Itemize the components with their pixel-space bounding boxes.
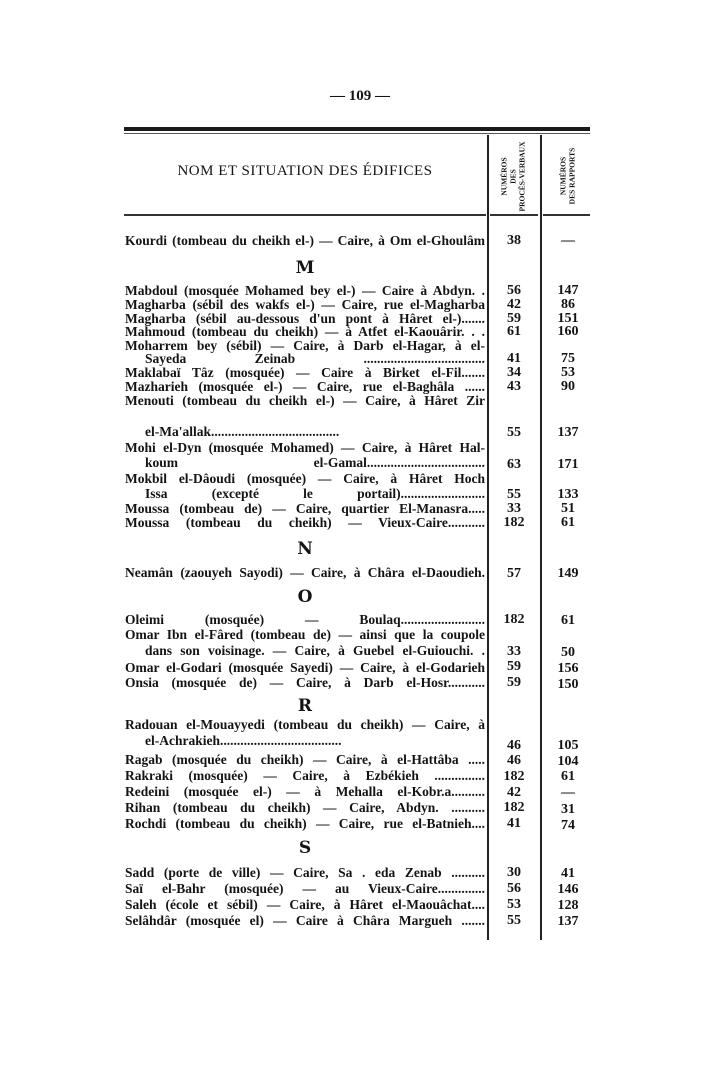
- rapport-number: —: [561, 233, 575, 248]
- entry-line: Sadd (porte de ville) — Caire, Sa . eda Zenab ..........: [125, 865, 485, 880]
- pv-number: 38: [507, 233, 521, 248]
- pv-number: 55: [507, 487, 521, 502]
- header-rule: [543, 214, 590, 216]
- pv-number: 57: [507, 566, 521, 581]
- section-letter-o: O: [297, 587, 313, 607]
- rapport-number: 147: [557, 283, 579, 298]
- rapport-number: 90: [561, 379, 575, 394]
- rapport-number: 156: [557, 661, 579, 676]
- pv-number: 56: [507, 283, 521, 298]
- pv-number: 182: [503, 769, 525, 784]
- entry-line: Omar Ibn el-Fâred (tombeau de) — ainsi que la coupole: [125, 627, 485, 642]
- column-header-rapports: [543, 140, 591, 212]
- entry-line: Onsia (mosquée de) — Caire, à Darb el-Hosr...........: [125, 675, 485, 690]
- rapport-number: 105: [557, 738, 579, 753]
- entry-line: Redeini (mosquée el-) — à Mehalla el-Kobr.a..........: [125, 784, 485, 799]
- pv-number: 56: [507, 881, 521, 896]
- section-letter-n: N: [297, 539, 313, 559]
- rapport-number: 75: [561, 351, 575, 366]
- pv-number: 59: [507, 659, 521, 674]
- pv-number: 61: [507, 324, 521, 339]
- header-line: DES RAPPORTS: [567, 147, 576, 205]
- header-line: NUMÉROS: [558, 156, 567, 196]
- entry-line: Ragab (mosquée du cheikh) — Caire, à el-Hattâba .....: [125, 752, 485, 767]
- pv-number: 33: [507, 644, 521, 659]
- column-header-proces-verbaux: [489, 140, 537, 212]
- rapport-number: 61: [561, 769, 575, 784]
- entry-line: Kourdi (tombeau du cheikh el-) — Caire, à Om el-Ghoulâm: [125, 233, 485, 248]
- column-divider: [540, 135, 542, 940]
- pv-number: 53: [507, 897, 521, 912]
- rapport-number: 146: [557, 882, 579, 897]
- entry-line: Oleimi (mosquée) — Boulaq.........................: [125, 612, 485, 627]
- entry-line: Mahmoud (tombeau du cheikh) — à Atfet el-Kaouârir. . .: [125, 324, 485, 339]
- pv-number: 55: [507, 425, 521, 440]
- entry-line: el-Achrakieh....................................: [145, 733, 342, 748]
- rapport-number: 171: [557, 457, 579, 472]
- rapport-number: 61: [561, 613, 575, 628]
- header-rule: [124, 214, 486, 216]
- pv-number: 41: [507, 351, 521, 366]
- entry-line: Maklabaï Tâz (mosquée) — Caire à Birket el-Fil.......: [125, 365, 485, 380]
- pv-number: 182: [503, 515, 525, 530]
- header-line: PROCÈS-VERBAUX: [517, 140, 527, 212]
- pv-number: 41: [507, 816, 521, 831]
- section-letter-r: R: [297, 696, 313, 716]
- rapport-number: 128: [557, 898, 579, 913]
- rapport-number: 74: [561, 818, 575, 833]
- entry-line: Radouan el-Mouayyedi (tombeau du cheikh) — Caire, à: [125, 717, 485, 732]
- pv-number: 55: [507, 913, 521, 928]
- entry-line: Omar el-Godari (mosquée Sayedi) — Caire, à el-Godarieh: [125, 660, 485, 675]
- rapport-number: 31: [561, 802, 575, 817]
- rapport-number: 50: [561, 645, 575, 660]
- entry-line: dans son voisinage. — Caire, à Guebel el-Guiouchi. .: [145, 643, 485, 658]
- pv-number: 46: [507, 753, 521, 768]
- entry-line: Magharba (sébil des wakfs el-) — Caire, rue el-Magharba: [125, 297, 485, 312]
- entry-line: Mokbil el-Dâoudi (mosquée) — Caire, à Hâret Hoch: [125, 471, 485, 486]
- section-letter-s: S: [298, 838, 312, 858]
- rapport-number: —: [561, 785, 575, 800]
- entry-line: koum el-Gamal...................................: [145, 455, 485, 470]
- pv-number: 42: [507, 297, 521, 312]
- rapport-number: 86: [561, 297, 575, 312]
- rapport-number: 137: [557, 914, 579, 929]
- entry-line: Moharrem bey (sébil) — Caire, à Darb el-Hagar, à el-: [125, 338, 485, 353]
- pv-number: 33: [507, 501, 521, 516]
- rapport-number: 104: [557, 754, 579, 769]
- entry-line: Mohi el-Dyn (mosquée Mohamed) — Caire, à Hâret Hal-: [125, 440, 485, 455]
- entry-line: Saleh (école et sébil) — Caire, à Hâret el-Maouâchat....: [125, 897, 485, 912]
- header-rule: [490, 214, 538, 216]
- entry-line: Issa (excepté le portail).........................: [145, 486, 485, 501]
- entry-line: Moussa (tombeau de) — Caire, quartier El-Manasra.....: [125, 501, 485, 516]
- column-header-name: NOM ET SITUATION DES ÉDIFICES: [177, 163, 433, 179]
- pv-number: 59: [507, 675, 521, 690]
- top-rule: [124, 127, 590, 131]
- entry-line: Rochdi (tombeau du cheikh) — Caire, rue el-Batnieh....: [125, 816, 485, 831]
- entry-line: Rihan (tombeau du cheikh) — Caire, Abdyn. ..........: [125, 800, 485, 815]
- entry-line: Saï el-Bahr (mosquée) — au Vieux-Caire..............: [125, 881, 485, 896]
- rapport-number: 150: [557, 677, 579, 692]
- pv-number: 63: [507, 457, 521, 472]
- entry-line: Mabdoul (mosquée Mohamed bey el-) — Caire à Abdyn. .: [125, 283, 485, 298]
- rapport-number: 41: [561, 866, 575, 881]
- entry-line: Sayeda Zeinab ....................................: [145, 351, 485, 366]
- entry-line: Magharba (sébil au-dessous d'un pont à Hâret el-).......: [125, 311, 485, 326]
- header-line: DES: [508, 168, 518, 184]
- entry-line: Neamân (zaouyeh Sayodi) — Caire, à Châra el-Daoudieh.: [125, 565, 485, 580]
- rapport-number: 133: [557, 487, 579, 502]
- entry-line: Mazharieh (mosquée el-) — Caire, rue el-Baghâla ......: [125, 379, 485, 394]
- pv-number: 182: [503, 612, 525, 627]
- rapport-number: 149: [557, 566, 579, 581]
- pv-number: 43: [507, 379, 521, 394]
- entry-line: el-Ma'allak......................................: [145, 424, 340, 439]
- pv-number: 34: [507, 365, 521, 380]
- rapport-number: 137: [557, 425, 579, 440]
- section-letter-m: M: [295, 258, 315, 278]
- entry-line: Menouti (tombeau du cheikh el-) — Caire, à Hâret Zir: [125, 393, 485, 408]
- pv-number: 30: [507, 865, 521, 880]
- rapport-number: 51: [561, 501, 575, 516]
- header-line: NUMÉROS: [499, 156, 509, 196]
- pv-number: 59: [507, 311, 521, 326]
- pv-number: 182: [503, 800, 525, 815]
- rapport-number: 160: [557, 324, 579, 339]
- page-number: — 109 —: [330, 88, 390, 104]
- entry-line: Rakraki (mosquée) — Caire, à Ezbékieh ...............: [125, 768, 485, 783]
- rapport-number: 151: [557, 311, 579, 326]
- pv-number: 42: [507, 785, 521, 800]
- entry-line: Selâhdâr (mosquée el) — Caire à Châra Margueh .......: [125, 913, 485, 928]
- rapport-number: 61: [561, 515, 575, 530]
- entry-line: Moussa (tombeau du cheikh) — Vieux-Caire...........: [125, 515, 485, 530]
- top-rule-thin: [124, 133, 590, 134]
- pv-number: 46: [507, 738, 521, 753]
- rapport-number: 53: [561, 365, 575, 380]
